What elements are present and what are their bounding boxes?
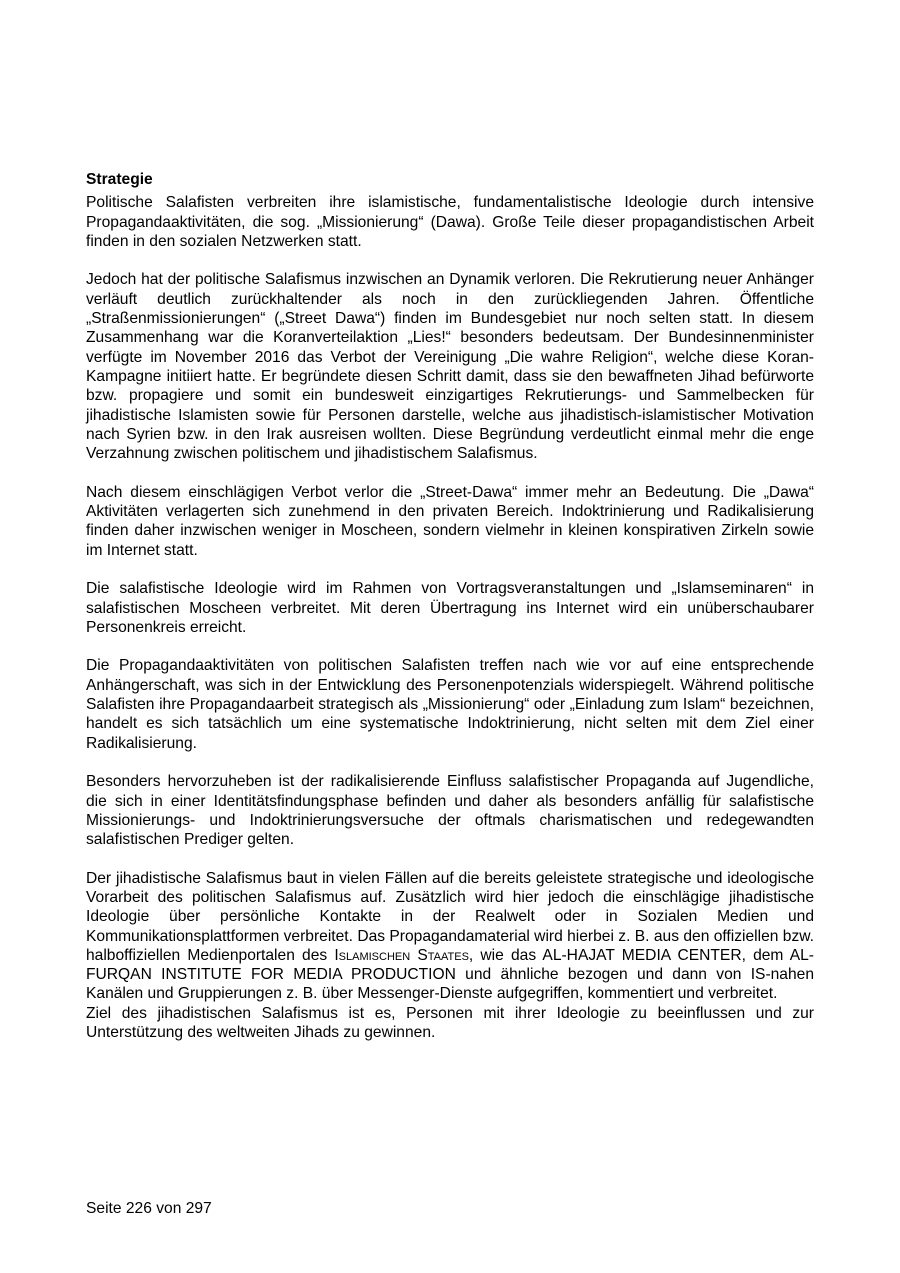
section-heading: Strategie	[86, 171, 153, 188]
paragraph-youth-influence: Besonders hervorzuheben ist der radikalisierende Einfluss salafistischer Propaganda auf Jugendliche, die sich in einer Identitätsfindungsphase befinden und daher als besonders anfällig für salafistische Missionierungs- und Indoktrinierungsversuche der oftmals charismatischen und redegewandten salafistischen Prediger gelten.	[86, 773, 814, 849]
paragraph-followers: Die Propagandaaktivitäten von politischen Salafisten treffen nach wie vor auf eine entsprechende Anhängerschaft, was sich in der Entwicklung des Personenpotenzials widerspiegelt. Während politische Salafisten ihre Propagandaarbeit strategisch als „Missionierung“ oder „Einladung zum Islam“ bezeichnen, handelt es sich tatsächlich um eine systematische Indoktrinierung, nicht selten mit dem Ziel einer Radikalisierung.	[86, 657, 814, 752]
paragraph-dynamics-and-ban: Jedoch hat der politische Salafismus inzwischen an Dynamik verloren. Die Rekrutierung neuer Anhänger verläuft deutlich zurückhaltender als noch in den zurückliegenden Jahren. Öffentliche „Straßenmissionierungen“ („Street Dawa“) finden im Bundesgebiet nur noch selten statt. In diesem Zusammenhang war die Koranverteilaktion „Lies!“ besonders bedeutsam. Der Bundesinnenminister verfügte im November 2016 das Verbot der Vereinigung „Die wahre Religion“, welche diese Koran-Kampagne initiiert hatte. Er begründete diesen Schritt damit, dass sie den bewaffneten Jihad befürworte bzw. propagiere und somit ein bundesweit einzigartiges Rekrutierungs- und Sammelbecken für jihadistische Islamisten sowie für Personen darstelle, welche aus jihadistisch-islamistischer Motivation nach Syrien bzw. in den Irak ausreisen wollten. Diese Begründung verdeutlicht einmal mehr die enge Verzahnung zwischen politischem und jihadistischem Salafismus.	[86, 271, 814, 463]
islamic-state-name: Islamischen Staates	[334, 946, 469, 964]
paragraph-street-dawa: Nach diesem einschlägigen Verbot verlor die „Street-Dawa“ immer mehr an Bedeutung. Die „Dawa“ Aktivitäten verlagerten sich zunehmend in den privaten Bereich. Indoktrinierung und Radikalisierung finden daher inzwischen weniger in Moscheen, sondern vielmehr in kleinen konspirativen Zirkeln sowie im Internet statt.	[86, 483, 814, 559]
paragraph-jihadist-part2: , wie das AL-HAJAT MEDIA CENTER, dem AL-FURQAN INSTITUTE FOR MEDIA PRODUCTION und ähnliche bezogen und dann von IS-nahen Kanälen und Gruppierungen z. B. über Messenger-Dienste aufgegriffen, kommentiert und verbreitet.	[86, 946, 814, 1003]
paragraph-propaganda-intro: Politische Salafisten verbreiten ihre islamistische, fundamentalistische Ideologie durch intensive Propagandaaktivitäten, die sog. „Missionierung“ (Dawa). Große Teile dieser propagandistischen Arbeit finden in den sozialen Netzwerken statt.	[86, 194, 814, 250]
paragraph-jihadist-salafism	[86, 869, 814, 1004]
paragraph-ideology-spread: Die salafistische Ideologie wird im Rahmen von Vortragsveranstaltungen und „Islamseminaren“ in salafistischen Moscheen verbreitet. Mit deren Übertragung ins Internet wird ein unüberschaubarer Personenkreis erreicht.	[86, 580, 814, 636]
paragraph-jihadist-part1: Der jihadistische Salafismus baut in vielen Fällen auf die bereits geleistete strategische und ideologische Vorarbeit des politischen Salafismus auf. Zusätzlich wird hier jedoch die einschlägige jihadistische Ideologie über persönliche Kontakte in der Realwelt oder in Sozialen Medien und Kommunikationsplattformen verbreitet. Das Propagandamaterial wird hierbei z. B. aus den offiziellen bzw. halboffiziellen Medienportalen des	[86, 869, 814, 964]
paragraph-goal: Ziel des jihadistischen Salafismus ist es, Personen mit ihrer Ideologie zu beeinflussen und zur Unterstützung des weltweiten Jihads zu gewinnen.	[86, 1004, 814, 1042]
page-number: Seite 226 von 297	[86, 1200, 212, 1217]
document-body	[86, 170, 814, 1042]
